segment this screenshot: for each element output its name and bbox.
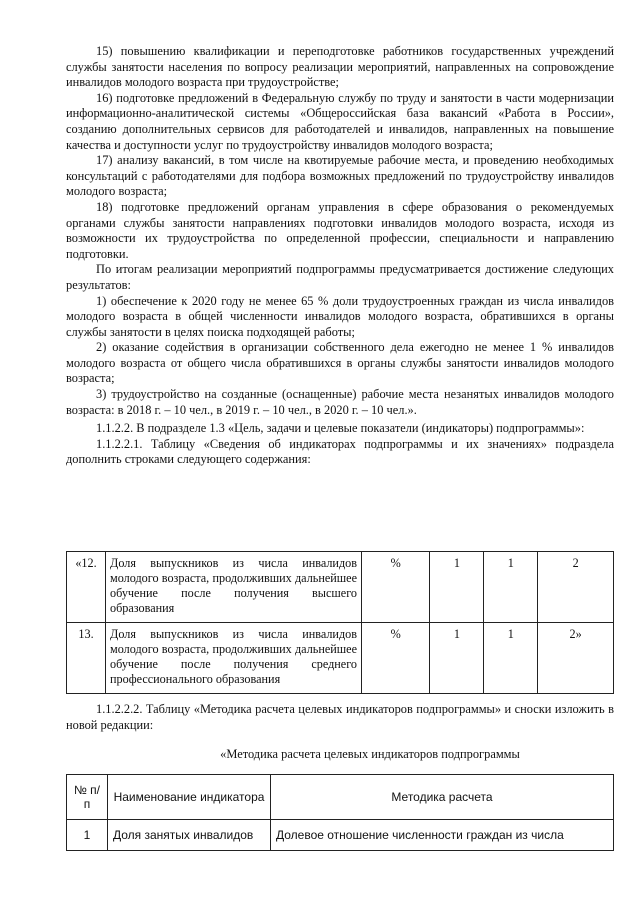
indicator-name: Доля выпускников из числа инвалидов молодого возраста, продолживших дальнейшее обучение после получения высшего образования	[106, 552, 362, 623]
method-row-method: Долевое отношение численности граждан из числа	[271, 820, 614, 851]
indicator-unit: %	[362, 552, 430, 623]
table-row	[67, 820, 614, 851]
method-table-caption: «Методика расчета целевых индикаторов подпрограммы	[220, 747, 520, 762]
indicator-number: «12.	[67, 552, 106, 623]
indicator-value-2020: 2	[538, 552, 614, 623]
paragraph-results-intro: По итогам реализации мероприятий подпрограммы предусматривается достижение следующих результатов:	[66, 262, 614, 292]
indicator-value-2018: 1	[430, 552, 484, 623]
indicator-value-2019: 1	[484, 623, 538, 694]
paragraph-item-15: 15) повышению квалификации и переподготовке работников государственных учреждений службы занятости населения по вопросу реализации мероприятий, направленных на сопровождение инвалидов молодого возраста при трудоустройстве;	[66, 44, 614, 90]
indicator-value-2018: 1	[430, 623, 484, 694]
paragraph-1-1-2-2-1: 1.1.2.2.1. Таблицу «Сведения об индикаторах подпрограммы и их значениях» подраздела дополнить строками следующего содержания:	[66, 436, 614, 467]
paragraph-result-2: 2) оказание содействия в организации собственного дела ежегодно не менее 1 % инвалидов молодого возраста от общего числа обратившихся в органы службы занятости инвалидов молодого возраста;	[66, 340, 614, 386]
paragraph-item-17: 17) анализу вакансий, в том числе на квотируемые рабочие места, и проведению необходимых консультаций с работодателями для подбора возможных предложений по трудоустройству инвалидов молодого возраста;	[66, 153, 614, 199]
method-table	[66, 774, 614, 851]
indicator-name: Доля выпускников из числа инвалидов молодого возраста, продолживших дальнейшее обучение после получения среднего профессионального образования	[106, 623, 362, 694]
method-row-name: Доля занятых инвалидов	[108, 820, 271, 851]
indicator-number: 13.	[67, 623, 106, 694]
method-intro	[66, 702, 614, 763]
paragraph-item-18: 18) подготовке предложений органам управления в сфере образования о рекомендуемых органами службы занятости направлениях подготовки инвалидов молодого возраста, исходя из возможности их трудоустройства по определенной профессии, специальности и направлению подготовки.	[66, 199, 614, 261]
table-row	[67, 552, 614, 623]
paragraph-1-1-2-2-2: 1.1.2.2.2. Таблицу «Методика расчета целевых индикаторов подпрограммы» и сноски изложить в новой редакции:	[66, 702, 614, 732]
table-header-row	[67, 775, 614, 820]
table-row	[67, 623, 614, 694]
header-method: Методика расчета	[271, 775, 614, 820]
indicator-value-2019: 1	[484, 552, 538, 623]
paragraph-1-1-2-2: 1.1.2.2. В подразделе 1.3 «Цель, задачи и целевые показатели (индикаторы) подпрограммы»:	[96, 421, 585, 436]
paragraph-result-1: 1) обеспечение к 2020 году не менее 65 % доли трудоустроенных граждан из числа инвалидов молодого возраста в общей численности инвалидов молодого возраста, обратившихся в органы службы занятости в целях поиска подходящей работы;	[66, 293, 614, 339]
header-num: № п/п	[67, 775, 108, 820]
indicators-table	[66, 551, 614, 694]
body-text	[66, 44, 614, 468]
header-indicator-name: Наименование индикатора	[108, 775, 271, 820]
indicator-value-2020: 2»	[538, 623, 614, 694]
paragraph-result-3: 3) трудоустройство на созданные (оснащенные) рабочие места незанятых инвалидов молодого возраста: в 2018 г. – 10 чел., в 2019 г. – 10 чел., в 2020 г. – 10 чел.».	[66, 387, 614, 417]
indicator-unit: %	[362, 623, 430, 694]
paragraph-item-16: 16) подготовке предложений в Федеральную службу по труду и занятости в части модернизации информационно-аналитической системы «Общероссийская база вакансий «Работа в России», созданию дополнительных сервисов для работодателей и инвалидов, направленных на повышение качества и доступности услуг по трудоустройству инвалидов молодого возраста;	[66, 90, 614, 152]
method-row-number: 1	[67, 820, 108, 851]
